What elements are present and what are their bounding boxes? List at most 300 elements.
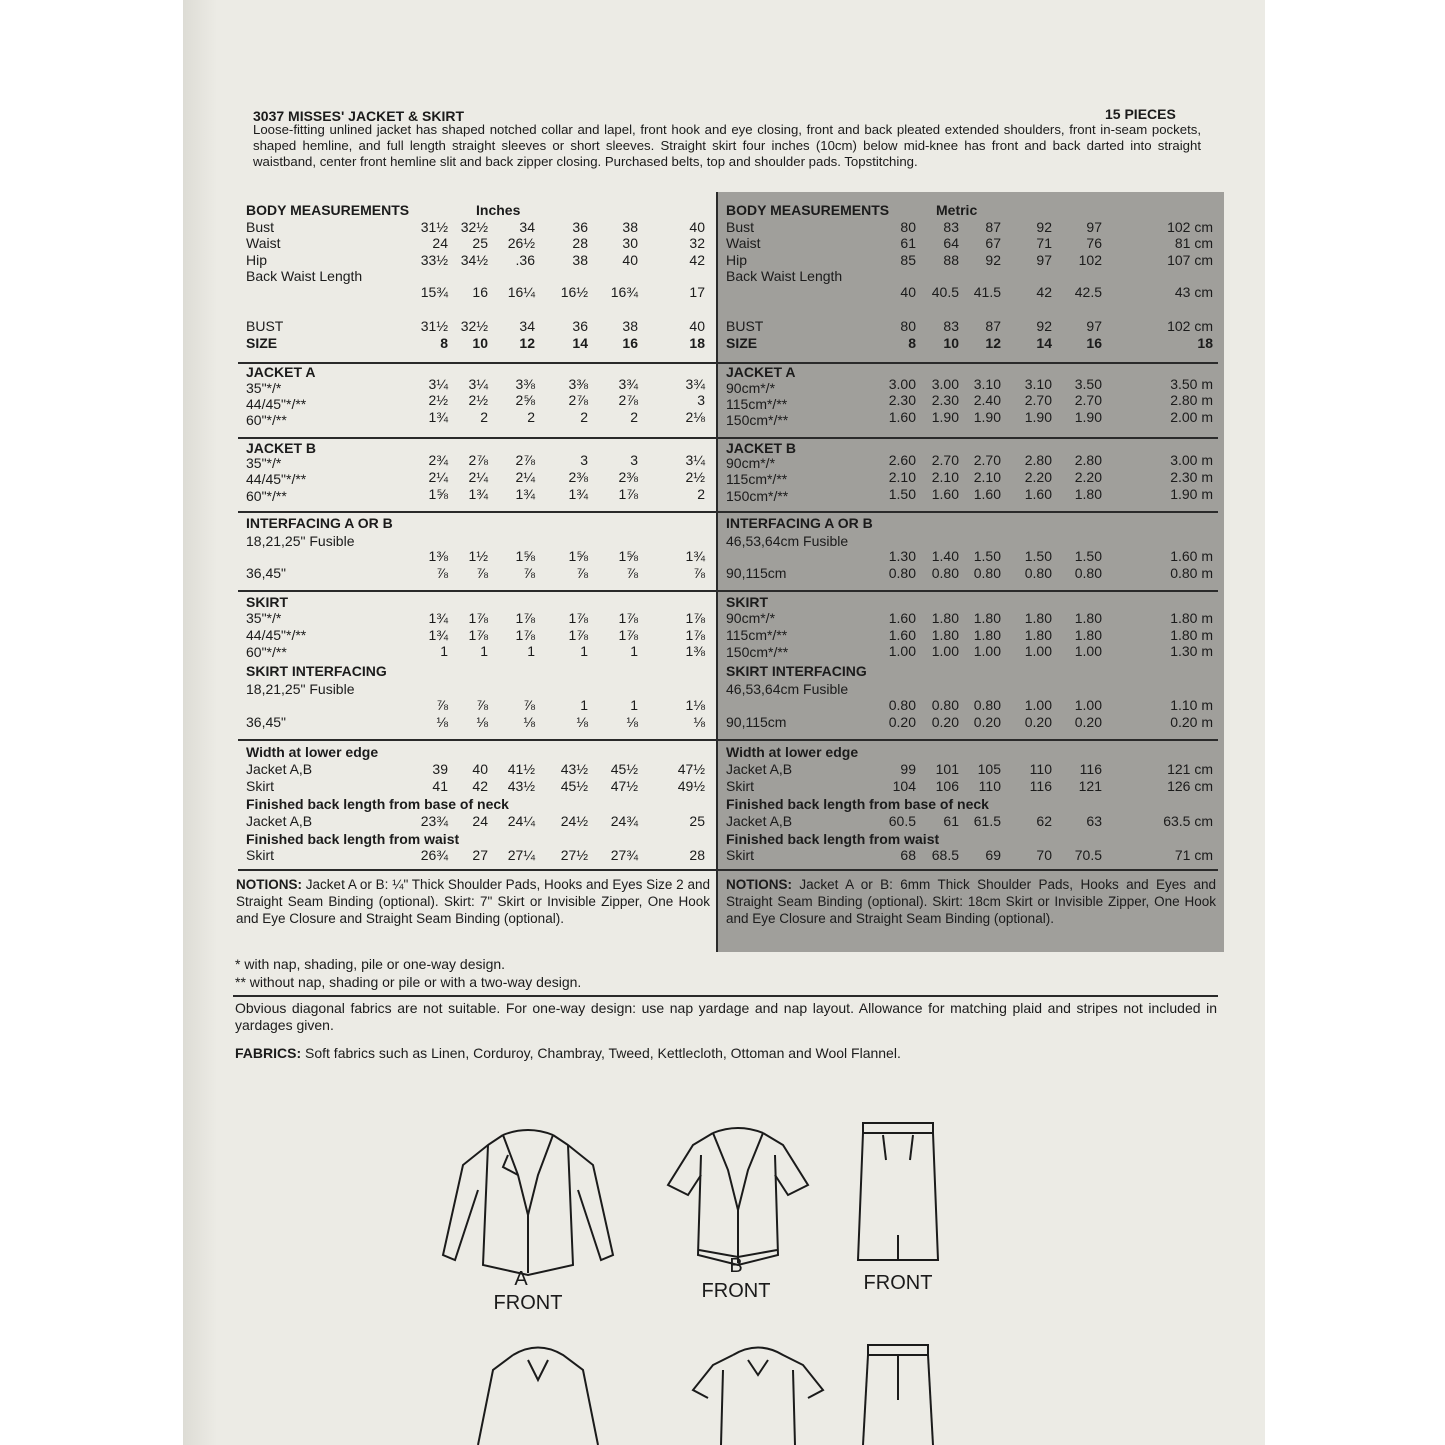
value-cell: 0.20: [1074, 714, 1102, 730]
value-cell: ⅞: [523, 697, 535, 713]
value-cell: 16: [1086, 335, 1102, 351]
divider-line: [238, 739, 1218, 741]
value-cell: ⅛: [626, 714, 638, 730]
value-cell: 33½: [420, 252, 448, 268]
value-cell: 92: [1036, 219, 1052, 235]
row-label: Bust: [726, 219, 755, 235]
value-cell: 43½: [507, 778, 535, 794]
value-cell: 1.40: [931, 548, 959, 564]
fabrics-text: Soft fabrics such as Linen, Corduroy, Chambray, Tweed, Kettlecloth, Ottoman and Wool Flannel.: [305, 1045, 901, 1061]
value-cell: 15¾: [420, 284, 448, 300]
value-cell: 1¾: [515, 486, 535, 502]
section-title: JACKET B: [726, 440, 797, 456]
value-cell: 25: [689, 813, 705, 829]
value-cell: 61.5: [973, 813, 1001, 829]
value-cell: 1.80 m: [1170, 610, 1213, 626]
value-cell: 1⅞: [618, 486, 638, 502]
paper-fold-shadow: [183, 0, 217, 1445]
value-cell: 41½: [507, 761, 535, 777]
value-cell: 1.00: [1074, 697, 1102, 713]
value-cell: 1: [480, 643, 488, 659]
value-cell: 1: [630, 697, 638, 713]
row-label: 44/45"*/**: [246, 396, 307, 412]
section-title: Width at lower edge: [726, 744, 859, 760]
value-cell: 0.20: [973, 714, 1001, 730]
value-cell: 1.00: [973, 643, 1001, 659]
value-cell: 68: [900, 847, 916, 863]
row-label: 44/45"*/**: [246, 471, 307, 487]
value-cell: 2: [630, 409, 638, 425]
value-cell: 0.20 m: [1170, 714, 1213, 730]
value-cell: 1⅝: [428, 486, 448, 502]
value-cell: 1.90: [1074, 409, 1102, 425]
value-cell: 14: [572, 335, 588, 351]
value-cell: 49½: [677, 778, 705, 794]
value-cell: 83: [943, 219, 959, 235]
value-cell: ⅞: [576, 565, 588, 581]
value-cell: 1.60: [888, 610, 916, 626]
value-cell: 70.5: [1074, 847, 1102, 863]
value-cell: 1¾: [468, 486, 488, 502]
value-cell: 30: [622, 235, 638, 251]
section-title: Finished back length from waist: [726, 831, 940, 847]
notions-label: NOTIONS:: [236, 877, 302, 892]
value-cell: 31½: [420, 219, 448, 235]
value-cell: 1⅜: [685, 643, 705, 659]
value-cell: 8: [440, 335, 448, 351]
value-cell: 1¾: [428, 610, 448, 626]
value-cell: 88: [943, 252, 959, 268]
unit-label: Metric: [936, 202, 978, 218]
value-cell: 42: [689, 252, 705, 268]
row-label: 90cm*/*: [726, 610, 776, 626]
column-divider: [716, 192, 718, 952]
value-cell: ⅞: [476, 565, 488, 581]
value-cell: 81 cm: [1174, 235, 1213, 251]
value-cell: 32: [689, 235, 705, 251]
row-label: 44/45"*/**: [246, 627, 307, 643]
value-cell: 1.00: [888, 643, 916, 659]
value-cell: 16¼: [507, 284, 535, 300]
footnote-without-nap: ** without nap, shading or pile or with a two-way design.: [235, 974, 582, 990]
row-label: Jacket A,B: [246, 761, 313, 777]
value-cell: ⅞: [523, 565, 535, 581]
section-title: BODY MEASUREMENTS: [246, 202, 410, 218]
value-cell: 97: [1036, 252, 1052, 268]
value-cell: 1.90: [1024, 409, 1052, 425]
value-cell: 40: [689, 318, 705, 334]
row-label: Jacket A,B: [726, 813, 793, 829]
notions-inches: [236, 876, 710, 927]
row-label: 35"*/*: [246, 380, 282, 396]
value-cell: 99: [900, 761, 916, 777]
value-cell: ⅛: [476, 714, 488, 730]
value-cell: 34: [519, 219, 535, 235]
value-cell: 116: [1029, 778, 1052, 794]
value-cell: 107 cm: [1167, 252, 1213, 268]
value-cell: 34: [519, 318, 535, 334]
value-cell: 2: [580, 409, 588, 425]
row-label: Back Waist Length: [726, 268, 843, 284]
value-cell: 40: [689, 219, 705, 235]
value-cell: 2.30: [888, 392, 916, 408]
value-cell: 1¾: [428, 409, 448, 425]
value-cell: 0.20: [1024, 714, 1052, 730]
value-cell: 2⅞: [568, 392, 588, 408]
value-cell: ⅞: [436, 565, 448, 581]
value-cell: 102 cm: [1167, 318, 1213, 334]
value-cell: ⅞: [476, 697, 488, 713]
value-cell: 2⅞: [618, 392, 638, 408]
value-cell: 2½: [468, 392, 488, 408]
value-cell: 1.80: [1024, 610, 1052, 626]
row-label: 35"*/*: [246, 610, 282, 626]
value-cell: 1.60: [888, 409, 916, 425]
row-label: 35"*/*: [246, 455, 282, 471]
value-cell: 1.60: [888, 627, 916, 643]
value-cell: 1.80: [1024, 627, 1052, 643]
value-cell: 1⅞: [468, 610, 488, 626]
section-title: Width at lower edge: [246, 744, 379, 760]
value-cell: 1.30 m: [1170, 643, 1213, 659]
value-cell: 32½: [460, 219, 488, 235]
value-cell: 1.80: [931, 610, 959, 626]
value-cell: 101: [935, 761, 959, 777]
value-cell: 116: [1079, 761, 1102, 777]
value-cell: 3: [630, 452, 638, 468]
value-cell: 41: [432, 778, 448, 794]
value-cell: 10: [472, 335, 488, 351]
value-cell: 0.80: [888, 565, 916, 581]
value-cell: 2.30 m: [1170, 469, 1213, 485]
value-cell: 38: [572, 252, 588, 268]
value-cell: 41.5: [973, 284, 1001, 300]
row-label: 150cm*/**: [726, 488, 789, 504]
value-cell: 24½: [560, 813, 588, 829]
value-cell: 1.80: [1074, 627, 1102, 643]
value-cell: 0.80: [931, 565, 959, 581]
value-cell: ⅛: [693, 714, 705, 730]
value-cell: 36: [572, 318, 588, 334]
value-cell: 1.50: [973, 548, 1001, 564]
value-cell: 3.10: [1024, 376, 1052, 392]
value-cell: 2.30: [931, 392, 959, 408]
value-cell: 3.00 m: [1170, 452, 1213, 468]
value-cell: 83: [943, 318, 959, 334]
value-cell: ⅛: [523, 714, 535, 730]
value-cell: 2⅞: [468, 452, 488, 468]
value-cell: 1.60: [973, 486, 1001, 502]
divider-line: [238, 511, 1218, 513]
value-cell: 31½: [420, 318, 448, 334]
value-cell: 76: [1086, 235, 1102, 251]
row-label: 90,115cm: [726, 714, 787, 730]
value-cell: 1⅞: [568, 610, 588, 626]
value-cell: 71: [1036, 235, 1052, 251]
jacket-a-letter: A: [514, 1268, 528, 1290]
value-cell: 68.5: [931, 847, 959, 863]
pattern-description: Loose-fitting unlined jacket has shaped notched collar and lapel, front hook and eye closing, front and back pleated extended shoulders, front in-seam pockets, shaped hemline, and full length straight sleeves or short sleeves. Straight skirt four inches (10cm) below mid-knee has front and back darted into straight waistband, center front hemline slit and back zipper closing. Purchased belts, top and shoulder pads. Topstitching.: [253, 122, 1201, 169]
fabrics-label: FABRICS:: [235, 1045, 302, 1061]
value-cell: 97: [1086, 219, 1102, 235]
section-title: Finished back length from base of neck: [246, 796, 509, 812]
value-cell: 18: [1197, 335, 1213, 351]
section-title: BODY MEASUREMENTS: [726, 202, 890, 218]
value-cell: 40: [900, 284, 916, 300]
value-cell: 110: [1029, 761, 1052, 777]
section-title: SKIRT INTERFACING: [726, 663, 867, 679]
value-cell: 3¼: [428, 376, 448, 392]
size-label: SIZE: [246, 335, 278, 351]
value-cell: 1⅞: [515, 627, 535, 643]
section-title: JACKET A: [726, 364, 796, 380]
value-cell: 110: [978, 778, 1001, 794]
value-cell: 61: [900, 235, 916, 251]
value-cell: ⅞: [626, 565, 638, 581]
row-label: Skirt: [726, 778, 754, 794]
value-cell: 1.10 m: [1170, 697, 1213, 713]
value-cell: 106: [935, 778, 959, 794]
value-cell: 2.60: [888, 452, 916, 468]
value-cell: 1⅞: [685, 610, 705, 626]
value-cell: 3.00: [931, 376, 959, 392]
skirt-view: FRONT: [863, 1272, 933, 1294]
row-label: 36,45": [246, 565, 287, 581]
value-cell: 1⅞: [685, 627, 705, 643]
value-cell: 80: [900, 219, 916, 235]
section-title: SKIRT INTERFACING: [246, 663, 387, 679]
row-label: Skirt: [246, 847, 274, 863]
value-cell: 16½: [560, 284, 588, 300]
jacket-a-view: FRONT: [493, 1292, 563, 1314]
value-cell: 0.80: [973, 697, 1001, 713]
value-cell: 1⅞: [468, 627, 488, 643]
value-cell: 102: [1078, 252, 1102, 268]
value-cell: 40.5: [931, 284, 959, 300]
value-cell: 3⅜: [515, 376, 535, 392]
value-cell: 27½: [560, 847, 588, 863]
unit-label: Inches: [476, 202, 521, 218]
value-cell: 1: [527, 643, 535, 659]
size-label: SIZE: [726, 335, 758, 351]
row-label: 150cm*/**: [726, 412, 789, 428]
value-cell: 1.60: [931, 486, 959, 502]
value-cell: 2.70: [1074, 392, 1102, 408]
value-cell: 3¼: [468, 376, 488, 392]
value-cell: 38: [622, 219, 638, 235]
row-label: Back Waist Length: [246, 268, 363, 284]
value-cell: 0.80: [973, 565, 1001, 581]
value-cell: 2: [697, 486, 705, 502]
value-cell: 24¼: [507, 813, 535, 829]
fabrics-note: [235, 1045, 901, 1061]
value-cell: 2.10: [931, 469, 959, 485]
value-cell: 2¼: [515, 469, 535, 485]
notions-metric: [726, 876, 1216, 927]
value-cell: 2.20: [1074, 469, 1102, 485]
value-cell: 40: [622, 252, 638, 268]
value-cell: 69: [985, 847, 1001, 863]
value-cell: 2⅞: [515, 452, 535, 468]
row-label: 90,115cm: [726, 565, 787, 581]
value-cell: 1⅝: [618, 548, 638, 564]
value-cell: 80: [900, 318, 916, 334]
value-cell: 1.50: [1024, 548, 1052, 564]
value-cell: 2¾: [428, 452, 448, 468]
value-cell: ⅞: [436, 697, 448, 713]
value-cell: 1.80: [1074, 610, 1102, 626]
value-cell: 3.10: [973, 376, 1001, 392]
value-cell: 0.20: [931, 714, 959, 730]
row-label: Skirt: [246, 778, 274, 794]
value-cell: 97: [1086, 318, 1102, 334]
value-cell: 1.80: [973, 627, 1001, 643]
value-cell: 1⅞: [618, 627, 638, 643]
row-label: 60"*/**: [246, 644, 287, 660]
value-cell: 43½: [560, 761, 588, 777]
value-cell: 1: [580, 643, 588, 659]
value-cell: 2.10: [888, 469, 916, 485]
value-cell: 62: [1036, 813, 1052, 829]
value-cell: 67: [985, 235, 1001, 251]
value-cell: 2.70: [1024, 392, 1052, 408]
value-cell: 1.80: [1074, 486, 1102, 502]
value-cell: 2.10: [973, 469, 1001, 485]
row-label: Skirt: [726, 847, 754, 863]
row-label: 60"*/**: [246, 488, 287, 504]
value-cell: 64: [943, 235, 959, 251]
value-cell: 3¼: [685, 452, 705, 468]
value-cell: 1.00: [1024, 643, 1052, 659]
value-cell: 28: [572, 235, 588, 251]
row-label: BUST: [726, 318, 764, 334]
value-cell: 16: [472, 284, 488, 300]
jacket-b-sketch: [663, 1115, 813, 1275]
value-cell: 24¾: [610, 813, 638, 829]
section-title: JACKET B: [246, 440, 317, 456]
pattern-pieces: 15 PIECES: [1105, 106, 1176, 122]
value-cell: 0.80: [1074, 565, 1102, 581]
value-cell: 1: [580, 697, 588, 713]
value-cell: 17: [689, 284, 705, 300]
value-cell: 3¾: [685, 376, 705, 392]
value-cell: 1.50: [888, 486, 916, 502]
value-cell: 36: [572, 219, 588, 235]
value-cell: 60.5: [888, 813, 916, 829]
value-cell: 1.90: [973, 409, 1001, 425]
value-cell: 121: [1078, 778, 1102, 794]
value-cell: 23¾: [420, 813, 448, 829]
value-cell: 126 cm: [1167, 778, 1213, 794]
value-cell: 92: [1036, 318, 1052, 334]
value-cell: 12: [519, 335, 535, 351]
value-cell: 42.5: [1074, 284, 1102, 300]
row-label: Waist: [246, 235, 281, 251]
value-cell: 2: [527, 409, 535, 425]
section-title: Finished back length from base of neck: [726, 796, 989, 812]
value-cell: 12: [985, 335, 1001, 351]
value-cell: 1⅛: [685, 697, 705, 713]
value-cell: ⅞: [693, 565, 705, 581]
notions-text: Jacket A or B: 6mm Thick Shoulder Pads, Hooks and Eyes and Straight Seam Binding (optional). Skirt: 18cm Skirt or Invisible Zipper, One Hook and Eye Closure and Straight Seam Binding (optional).: [726, 877, 1216, 926]
value-cell: 14: [1036, 335, 1052, 351]
row-label: Waist: [726, 235, 761, 251]
value-cell: 1¾: [568, 486, 588, 502]
value-cell: 2⅜: [618, 469, 638, 485]
value-cell: 1.00: [1074, 643, 1102, 659]
value-cell: 3¾: [618, 376, 638, 392]
row-label: 60"*/**: [246, 412, 287, 428]
value-cell: 27¾: [610, 847, 638, 863]
value-cell: 1.50: [1074, 548, 1102, 564]
back-view-sketches: [433, 1330, 993, 1445]
value-cell: 26¾: [420, 847, 448, 863]
value-cell: 2⅛: [685, 409, 705, 425]
value-cell: 24: [472, 813, 488, 829]
divider-line: [233, 995, 1218, 997]
value-cell: 1⅞: [568, 627, 588, 643]
value-cell: 24: [432, 235, 448, 251]
value-cell: 87: [985, 318, 1001, 334]
value-cell: 2.40: [973, 392, 1001, 408]
row-label: 46,53,64cm Fusible: [726, 533, 849, 549]
value-cell: 1⅝: [568, 548, 588, 564]
value-cell: 2¼: [468, 469, 488, 485]
pattern-envelope-back: [183, 0, 1265, 1445]
value-cell: 87: [985, 219, 1001, 235]
value-cell: 2.70: [973, 452, 1001, 468]
diagonal-note: Obvious diagonal fabrics are not suitable. For one-way design: use nap yardage and nap layout. Allowance for matching plaid and stripes not included in yardages given.: [235, 1000, 1217, 1033]
value-cell: 3: [697, 392, 705, 408]
row-label: 115cm*/**: [726, 471, 788, 487]
section-title: INTERFACING A OR B: [726, 515, 873, 531]
value-cell: 42: [1036, 284, 1052, 300]
value-cell: 28: [689, 847, 705, 863]
value-cell: 1⅝: [515, 548, 535, 564]
value-cell: 2⅜: [568, 469, 588, 485]
divider-line: [238, 362, 1218, 364]
row-label: Jacket A,B: [246, 813, 313, 829]
row-label: Hip: [726, 252, 748, 268]
value-cell: 2½: [685, 469, 705, 485]
row-label: BUST: [246, 318, 284, 334]
value-cell: 42: [472, 778, 488, 794]
row-label: 46,53,64cm Fusible: [726, 681, 849, 697]
value-cell: 1.60: [1024, 486, 1052, 502]
value-cell: 1.00: [931, 643, 959, 659]
value-cell: 1: [440, 643, 448, 659]
value-cell: 0.80: [888, 697, 916, 713]
value-cell: 2.70: [931, 452, 959, 468]
value-cell: 61: [943, 813, 959, 829]
value-cell: 105: [977, 761, 1001, 777]
row-label: 90cm*/*: [726, 455, 776, 471]
value-cell: 10: [943, 335, 959, 351]
value-cell: 2.00 m: [1170, 409, 1213, 425]
value-cell: 71 cm: [1174, 847, 1213, 863]
section-title: JACKET A: [246, 364, 316, 380]
value-cell: 1.80 m: [1170, 627, 1213, 643]
value-cell: 1⅞: [618, 610, 638, 626]
value-cell: 2½: [428, 392, 448, 408]
pattern-title: 3037 MISSES' JACKET & SKIRT: [253, 108, 465, 124]
value-cell: 43 cm: [1174, 284, 1213, 300]
value-cell: 8: [908, 335, 916, 351]
value-cell: 0.80 m: [1170, 565, 1213, 581]
value-cell: 47½: [610, 778, 638, 794]
value-cell: 0.20: [888, 714, 916, 730]
value-cell: 63: [1086, 813, 1102, 829]
